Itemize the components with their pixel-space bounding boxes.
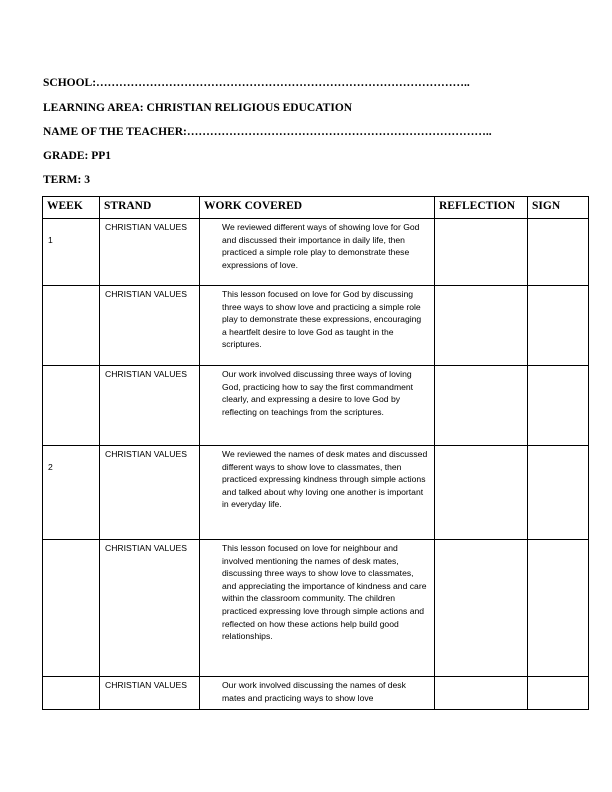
work-covered-cell: This lesson focused on love for neighbour and involved mentioning the names of desk mates, discussing three ways to show love to classmates, and appreciating the importance of kindness and care within the classroom community. The children practiced expressing love through simple actions and reflected on how these actions help build good relationships. (200, 540, 435, 677)
column-header-week: WEEK (43, 197, 100, 219)
term-line: TERM: 3 (43, 174, 90, 186)
reflection-cell (435, 366, 528, 446)
sign-cell (528, 446, 589, 540)
sign-cell (528, 219, 589, 286)
reflection-cell (435, 446, 528, 540)
week-cell (43, 677, 100, 710)
column-header-sign: SIGN (528, 197, 589, 219)
table-row (43, 677, 589, 710)
work-covered-cell: Our work involved discussing the names of desk mates and practicing ways to show love (200, 677, 435, 710)
reflection-cell (435, 540, 528, 677)
column-header-work-covered: WORK COVERED (200, 197, 435, 219)
week-cell: 1 (43, 219, 100, 286)
grade-line: GRADE: PP1 (43, 150, 112, 162)
table-row (43, 540, 589, 677)
teacher-name-line: NAME OF THE TEACHER:…………………………………………………………………….. (43, 126, 492, 138)
strand-cell: CHRISTIAN VALUES (100, 219, 200, 286)
sign-cell (528, 677, 589, 710)
strand-cell: CHRISTIAN VALUES (100, 286, 200, 366)
sign-cell (528, 366, 589, 446)
reflection-cell (435, 286, 528, 366)
column-header-reflection: REFLECTION (435, 197, 528, 219)
sign-cell (528, 540, 589, 677)
table-row (43, 286, 589, 366)
week-cell (43, 540, 100, 677)
learning-area-line: LEARNING AREA: CHRISTIAN RELIGIOUS EDUCATION (43, 102, 353, 114)
reflection-cell (435, 677, 528, 710)
work-covered-cell: We reviewed different ways of showing love for God and discussed their importance in daily life, then practiced a simple role play to demonstrate these expressions of love. (200, 219, 435, 286)
work-covered-cell: Our work involved discussing three ways of loving God, practicing how to say the first commandment clearly, and expressing a desire to love God by reflecting on teachings from the scriptures. (200, 366, 435, 446)
sign-cell (528, 286, 589, 366)
table-row (43, 366, 589, 446)
table-header-row (43, 197, 589, 219)
week-cell (43, 366, 100, 446)
strand-cell: CHRISTIAN VALUES (100, 677, 200, 710)
record-of-work-table (42, 196, 589, 710)
strand-cell: CHRISTIAN VALUES (100, 446, 200, 540)
reflection-cell (435, 219, 528, 286)
week-cell: 2 (43, 446, 100, 540)
work-covered-cell: This lesson focused on love for God by discussing three ways to show love and practicing a simple role play to demonstrate these expressions, encouraging a heartfelt desire to love God as taught in the scriptures. (200, 286, 435, 366)
strand-cell: CHRISTIAN VALUES (100, 540, 200, 677)
column-header-strand: STRAND (100, 197, 200, 219)
school-line: SCHOOL:…………………………………………………………………………………….. (43, 77, 470, 89)
strand-cell: CHRISTIAN VALUES (100, 366, 200, 446)
table-row (43, 446, 589, 540)
week-cell (43, 286, 100, 366)
work-covered-cell: We reviewed the names of desk mates and discussed different ways to show love to classmates, then practiced expressing kindness through simple actions and talked about why loving one another is important in everyday life. (200, 446, 435, 540)
table-row (43, 219, 589, 286)
